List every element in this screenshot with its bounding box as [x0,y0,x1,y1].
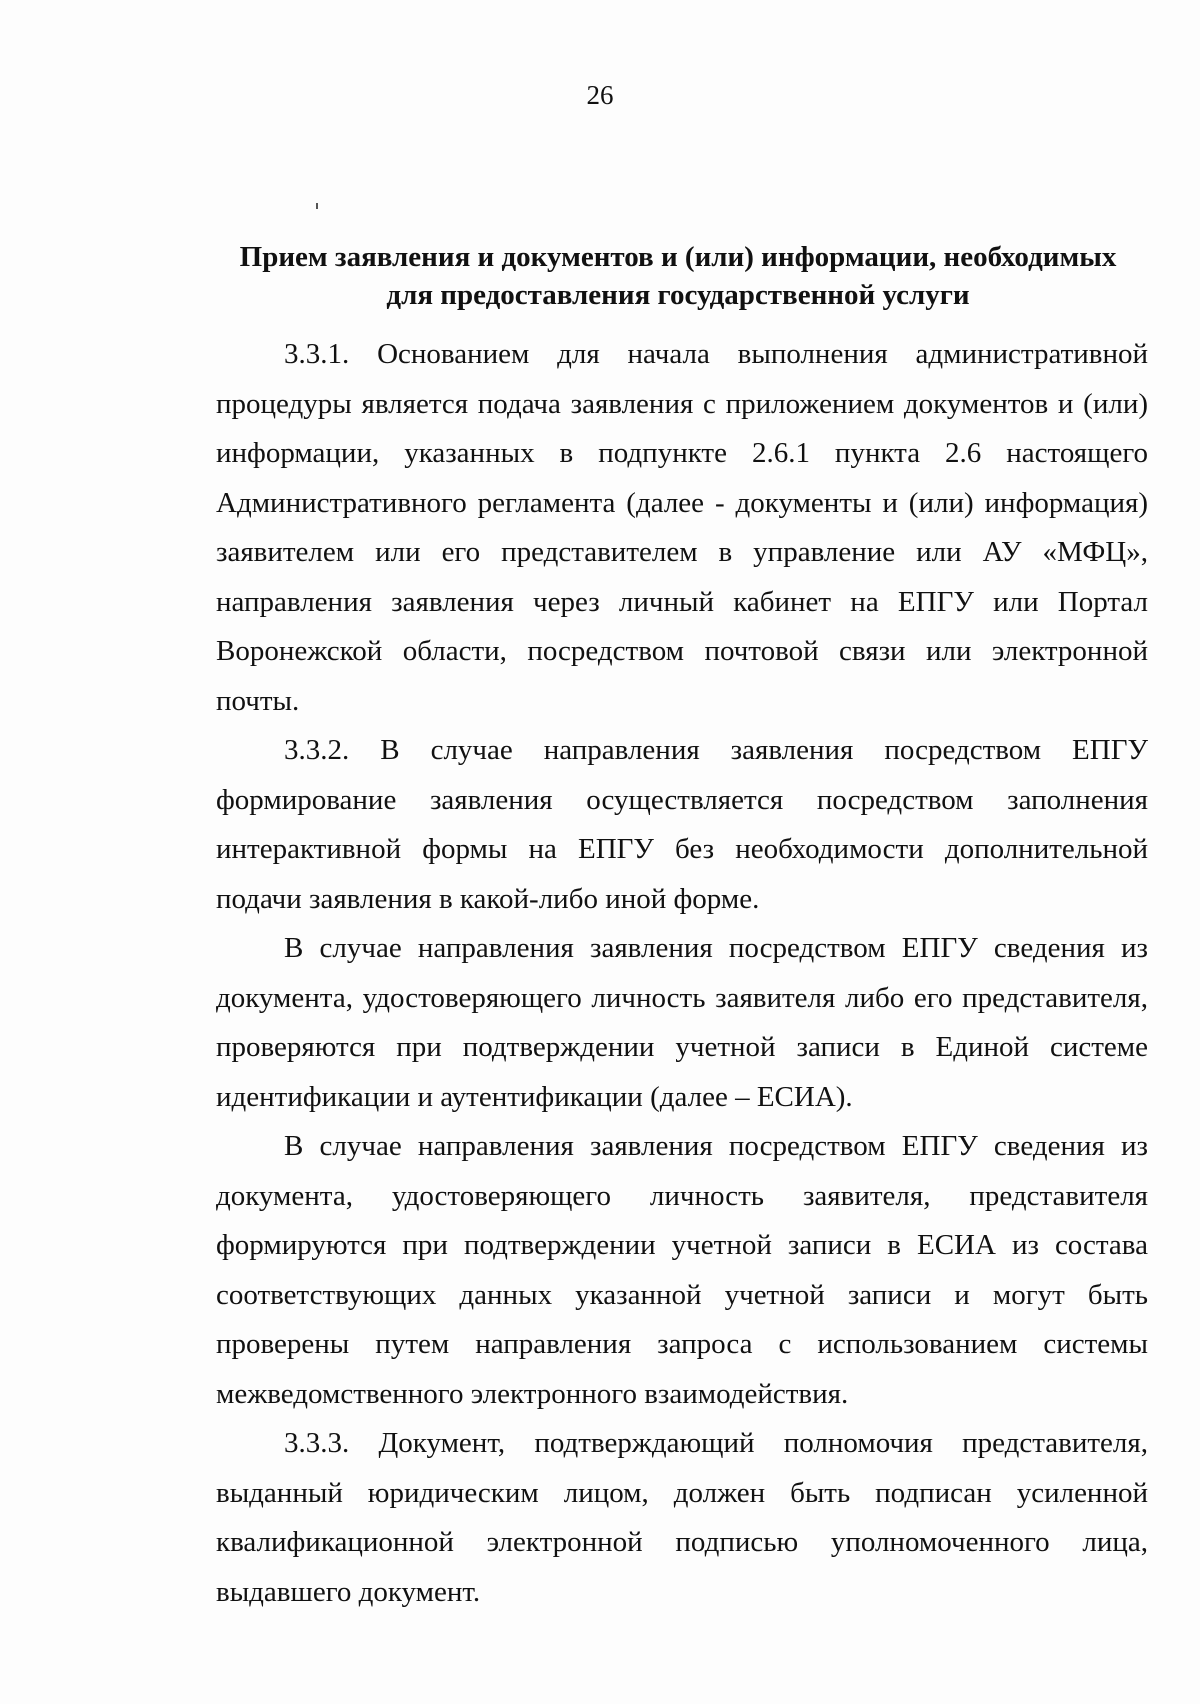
document-body [216,330,1148,1617]
paragraph-3-3-1: 3.3.1. Основанием для начала выполнения административной процедуры является подача заявления с приложением документов и (или) информации, указанных в подпункте 2.6.1 пункта 2.6 настоящего Административного регламента (далее - документы и (или) информация) заявителем или его представителем в управление или АУ «МФЦ», направления заявления через личный кабинет на ЕПГУ или Портал Воронежской области, посредством почтовой связи или электронной почты. [216,338,1148,717]
paragraph-3-3-3: 3.3.3. Документ, подтверждающий полномочия представителя, выданный юридическим лицом, должен быть подписан усиленной квалификационной электронной подписью уполномоченного лица, выдавшего документ. [216,1427,1148,1608]
section-heading [218,238,1138,314]
section-heading-line-2: для предоставления государственной услуги [386,279,970,311]
page-number: 26 [586,80,614,110]
section-heading-line-1: Прием заявления и документов и (или) информации, необходимых [239,241,1117,273]
paragraph-esia-verification: В случае направления заявления посредством ЕПГУ сведения из документа, удостоверяющего личность заявителя либо его представителя, проверяются при подтверждении учетной записи в Единой системе идентификации и аутентификации (далее – ЕСИА). [216,932,1148,1113]
paragraph-3-3-2: 3.3.2. В случае направления заявления посредством ЕПГУ формирование заявления осуществляется посредством заполнения интерактивной формы на ЕПГУ без необходимости дополнительной подачи заявления в какой-либо иной форме. [216,734,1148,915]
scan-speck [316,203,318,209]
paragraph-esia-formation: В случае направления заявления посредством ЕПГУ сведения из документа, удостоверяющего личность заявителя, представителя формируются при подтверждении учетной записи в ЕСИА из состава соответствующих данных указанной учетной записи и могут быть проверены путем направления запроса с использованием системы межведомственного электронного взаимодействия. [216,1130,1148,1410]
